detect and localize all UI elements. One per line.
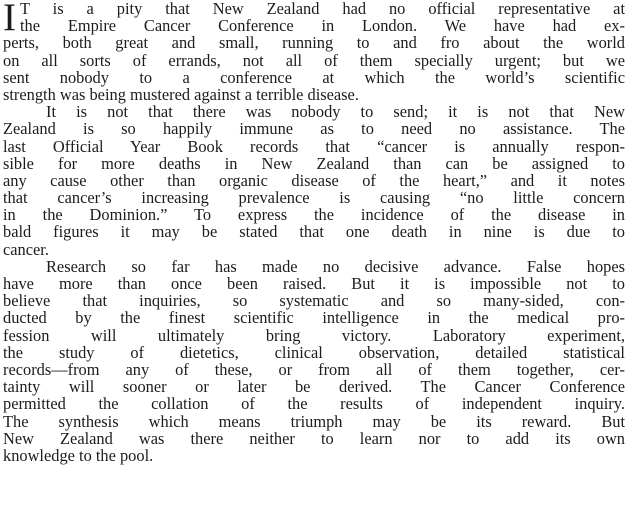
text-line: The synthesis which means triumph may be its reward. But: [3, 411, 625, 431]
text-line: sible for more deaths in New Zealand than can be assigned to: [3, 153, 625, 173]
paragraph-2: [3, 103, 625, 258]
text-line: Zealand is so happily immune as to need no assistance. The: [3, 119, 625, 139]
text-line: have more than once been raised. But it is impossible not to: [3, 274, 625, 293]
text-line: on all sorts of errands, not all of them specially urgent; but we: [3, 50, 625, 70]
text-line: the Empire Cancer Conference in London. We have had ex-: [20, 16, 625, 36]
text-line: that cancer’s increasing prevalence is causing “no little concern: [3, 188, 625, 208]
text-line: bald figures it may be stated that one death in nine is due to: [3, 222, 625, 242]
paragraph-3: [3, 258, 625, 464]
text-line: T is a pity that New Zealand had no official representative at: [20, 0, 625, 18]
text-line: fession will ultimately bring victory. Laboratory experiment,: [3, 325, 625, 345]
text-line: any cause other than organic disease of the heart,” and it notes: [3, 170, 625, 190]
text-line: New Zealand was there neither to learn nor to add its own: [3, 428, 625, 448]
text-line: It is not that there was nobody to send; it is not that New: [46, 102, 625, 122]
text-line: cancer.: [3, 239, 49, 259]
text-line: last Official Year Book records that “cancer is annually respon-: [3, 136, 625, 156]
text-line: records—from any of these, or from all of them together, cer-: [3, 359, 625, 379]
text-line: knowledge to the pool.: [3, 445, 154, 465]
text-line: ducted by the finest scientific intelligence in the medical pro-: [3, 308, 625, 328]
text-line: perts, both great and small, running to and fro about the world: [3, 33, 625, 53]
text-line: the study of dietetics, clinical observation, detailed statistical: [3, 342, 625, 362]
paragraph-1: [3, 0, 625, 103]
drop-cap: I: [3, 0, 16, 39]
text-line: in the Dominion.” To express the incidence of the disease in: [3, 205, 625, 225]
article-column: [3, 0, 625, 464]
text-line: Research so far has made no decisive advance. False hopes: [46, 256, 625, 276]
text-line: sent nobody to a conference at which the world’s scientific: [3, 67, 625, 87]
text-line: believe that inquiries, so systematic and so many-sided, con-: [3, 291, 625, 311]
text-line: strength was being mustered against a terrible disease.: [3, 84, 359, 104]
text-line: tainty will sooner or later be derived. The Cancer Conference: [3, 377, 625, 397]
text-line: permitted the collation of the results of independent inquiry.: [3, 394, 625, 414]
